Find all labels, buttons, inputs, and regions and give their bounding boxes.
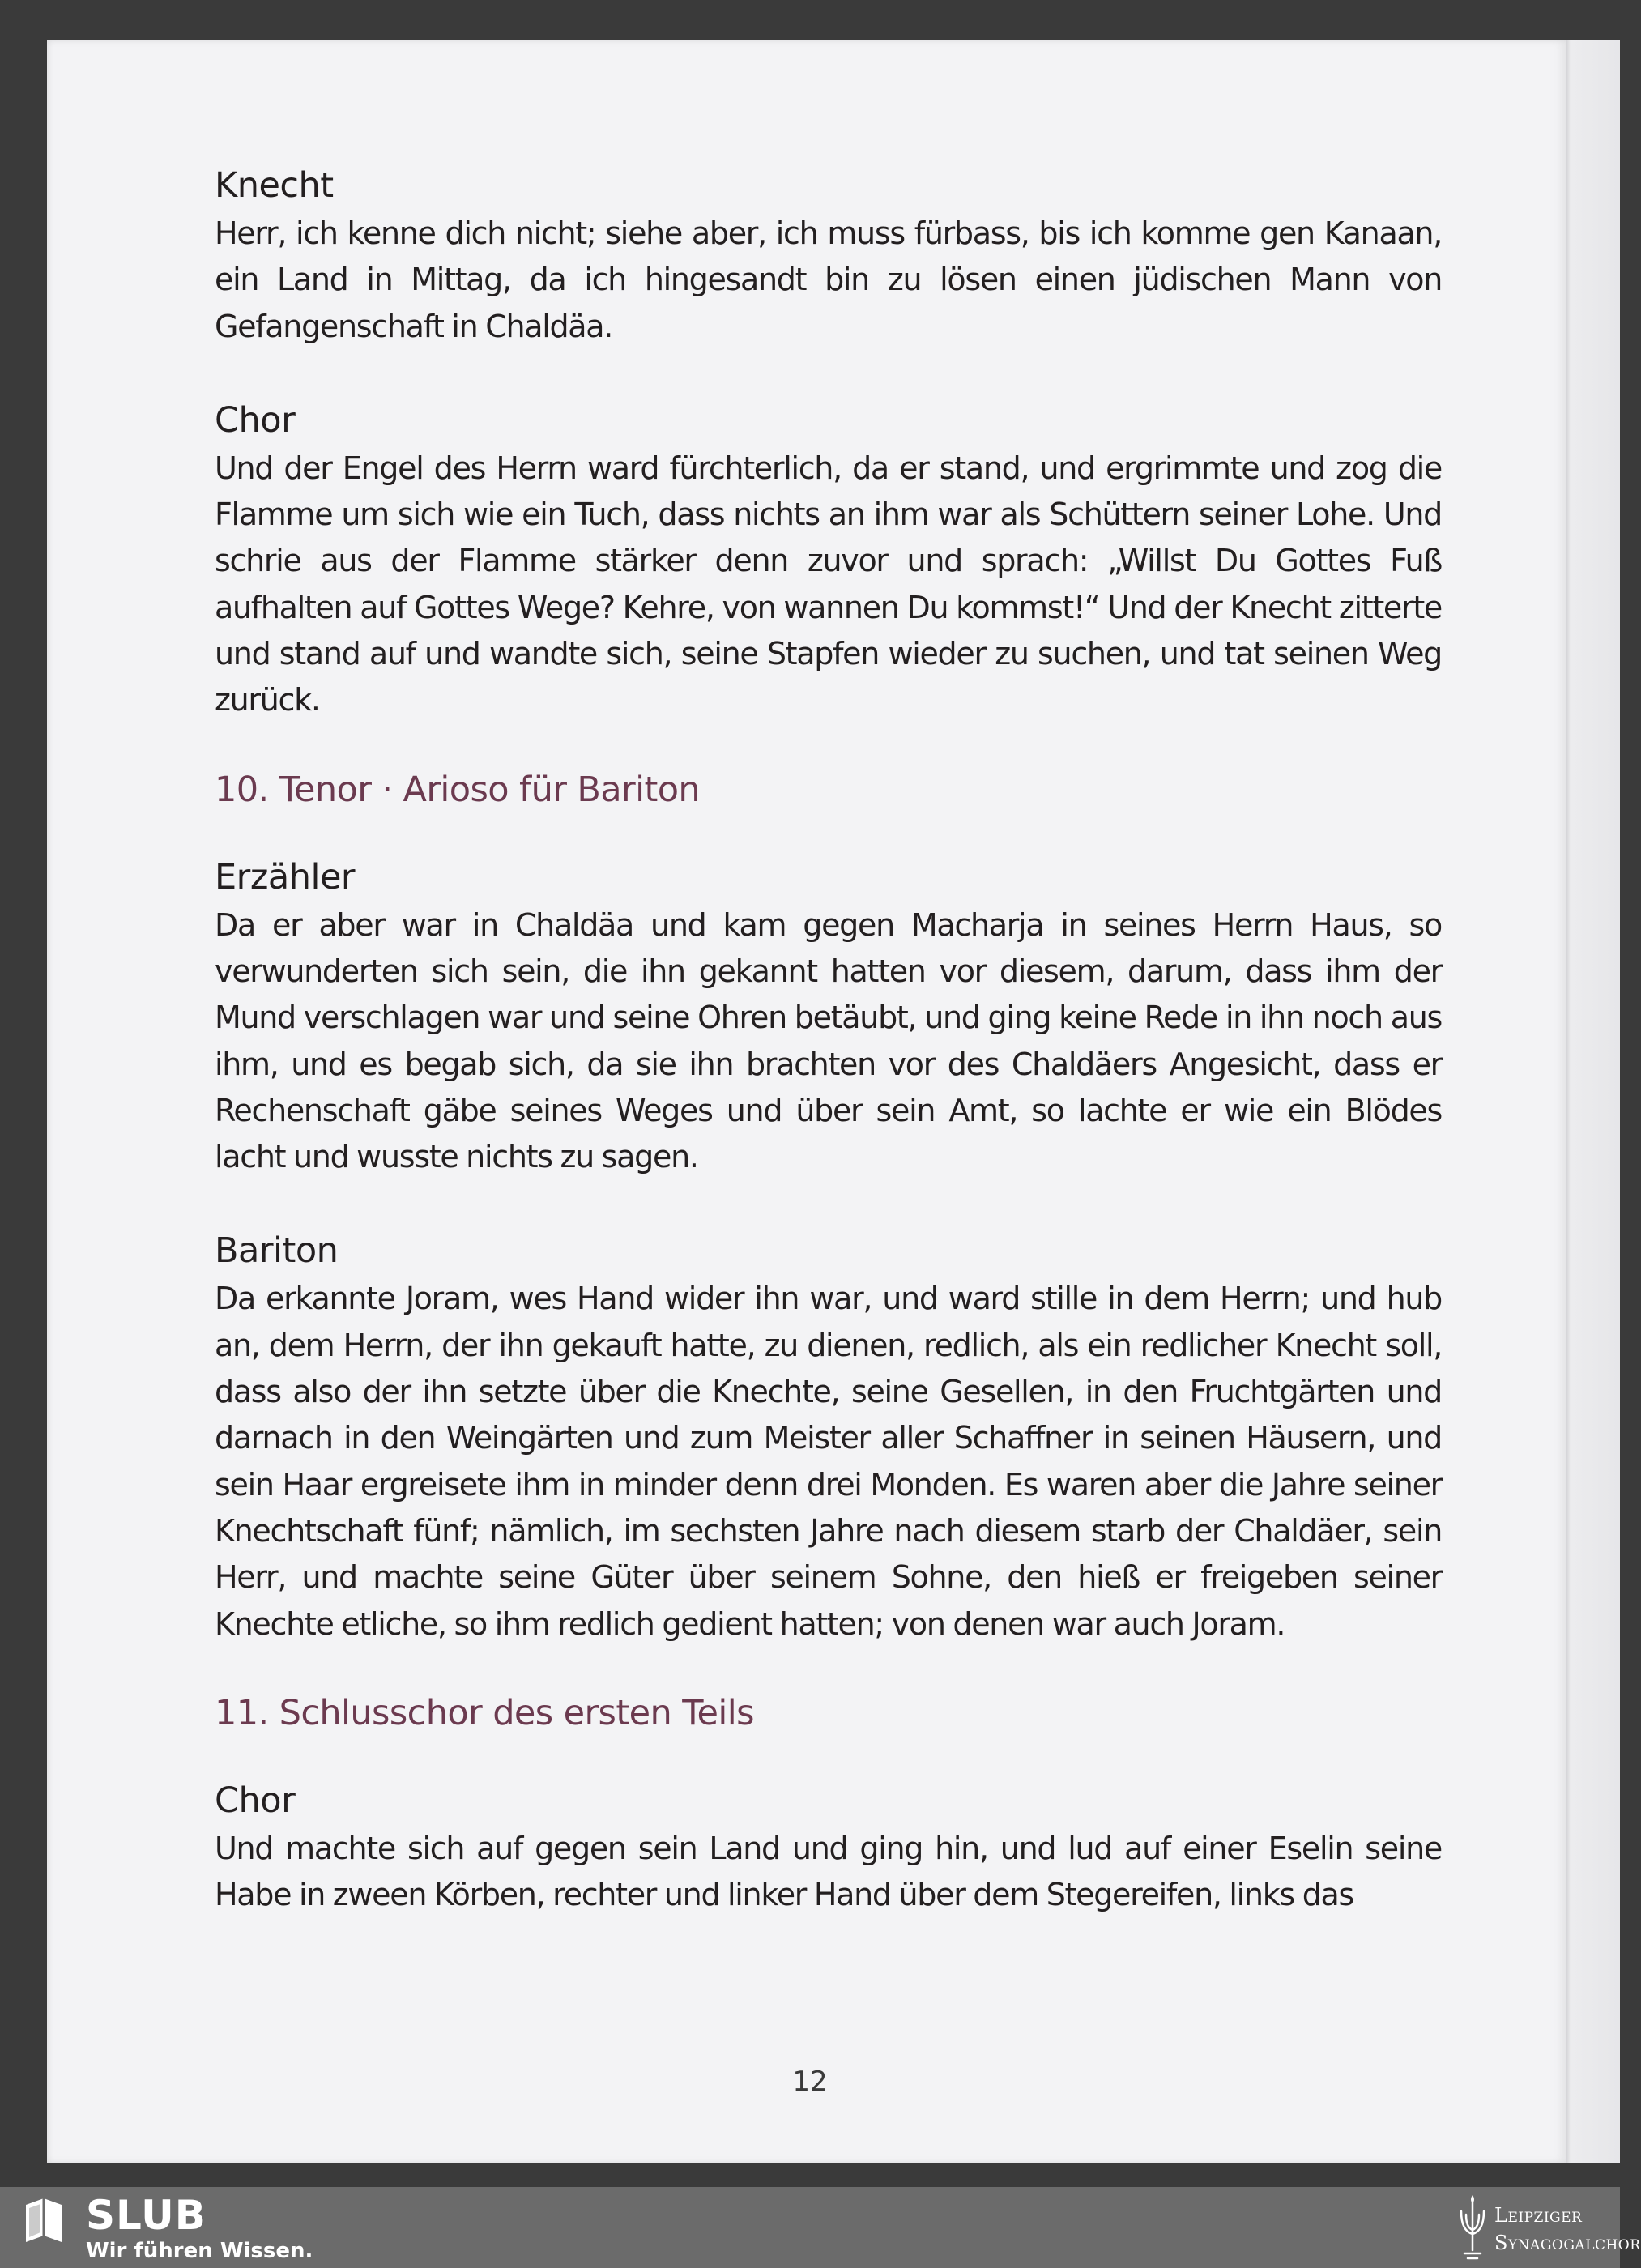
facing-page-edge	[1566, 40, 1620, 2163]
speaker-label: Bariton	[215, 1230, 339, 1272]
menorah-icon	[1455, 2193, 1490, 2265]
speech-erzaehler	[215, 852, 1442, 1181]
speaker-label: Chor	[215, 399, 296, 441]
speech-bariton	[215, 1226, 1442, 1647]
speech-chor	[215, 1776, 1442, 1919]
movement-heading: 10. Tenor · Arioso für Bariton	[215, 769, 701, 810]
page-number: 12	[792, 2066, 828, 2098]
speaker-label: Chor	[215, 1780, 296, 1821]
footer-bar	[0, 2187, 1641, 2268]
speaker-label: Erzähler	[215, 856, 356, 897]
speech-chor	[215, 395, 1442, 724]
partner-name	[1494, 2202, 1641, 2257]
speech-text: Da erkannte Joram, wes Hand wider ihn war, und ward stille in dem Herrn; und hub an, dem Herrn, der ihn gekauft hatte, zu dienen, redlich, als ein redlicher Knecht soll, dass also der ihn setzte über die Knechte, seine Gesellen, in den Fruchtgärten und darnach in den Weingärten und zum Meister aller Schaffner in seinen Häusern, und sein Haar ergreisete ihm in minder denn drei Monden. Es waren aber die Jahre seiner Knechtschaft fünf; nämlich, im sechsten Jahre nach diesem starb der Chaldäer, sein Herr, und machte seine Güter über seinem Sohne, den hieß er freigeben seiner Knechte etliche, so ihm redlich gedient hatten; von denen war auch Joram.	[215, 1281, 1442, 1642]
library-name: SLUB	[86, 2192, 207, 2239]
libretto-text	[215, 160, 1442, 1963]
library-tagline: Wir führen Wissen.	[86, 2239, 313, 2263]
speech-text: Und machte sich auf gegen sein Land und ging hin, und lud auf einer Eselin seine Habe in zween Körben, rechter und linker Hand über dem Stegereifen, links das	[215, 1830, 1442, 1913]
partner-name-line2: Synagogalchor	[1494, 2232, 1641, 2254]
speech-text: Da er aber war in Chaldäa und kam gegen Macharja in seines Herrn Haus, so verwunderten sich sein, die ihn gekannt hatten vor diesem, darum, dass ihm der Mund verschlagen war und seine Ohren betäubt, und ging keine Rede in ihn noch aus ihm, und es begab sich, da sie ihn brachten vor des Chaldäers Angesicht, dass er Rechenschaft gäbe seines Weges und über sein Amt, so lachte er wie ein Blödes lacht und wusste nichts zu sagen.	[215, 906, 1442, 1175]
speaker-label: Knecht	[215, 165, 334, 206]
speech-text: Und der Engel des Herrn ward fürchterlich, da er stand, und ergrimmte und zog die Flamme um sich wie ein Tuch, dass nichts an ihm war als Schüttern seiner Lohe. Und schrie aus der Flamme stärker denn zuvor und sprach: „Willst Du Gottes Fuß aufhalten auf Gottes Wege? Kehre, von wannen Du kommst!“ Und der Knecht zitterte und stand auf und wandte sich, seine Stapfen wieder zu suchen, und tat seinen Weg zurück.	[215, 450, 1442, 718]
speech-knecht	[215, 160, 1442, 350]
movement-heading: 11. Schlusschor des ersten Teils	[215, 1692, 754, 1733]
speech-text: Herr, ich kenne dich nicht; siehe aber, ich muss fürbass, bis ich komme gen Kanaan, ein Land in Mittag, da ich hingesandt bin zu lösen einen jüdischen Mann von Gefangenschaft in Chaldäa.	[215, 215, 1442, 344]
slub-book-icon	[23, 2197, 65, 2245]
partner-name-line1: Leipziger	[1494, 2204, 1583, 2227]
